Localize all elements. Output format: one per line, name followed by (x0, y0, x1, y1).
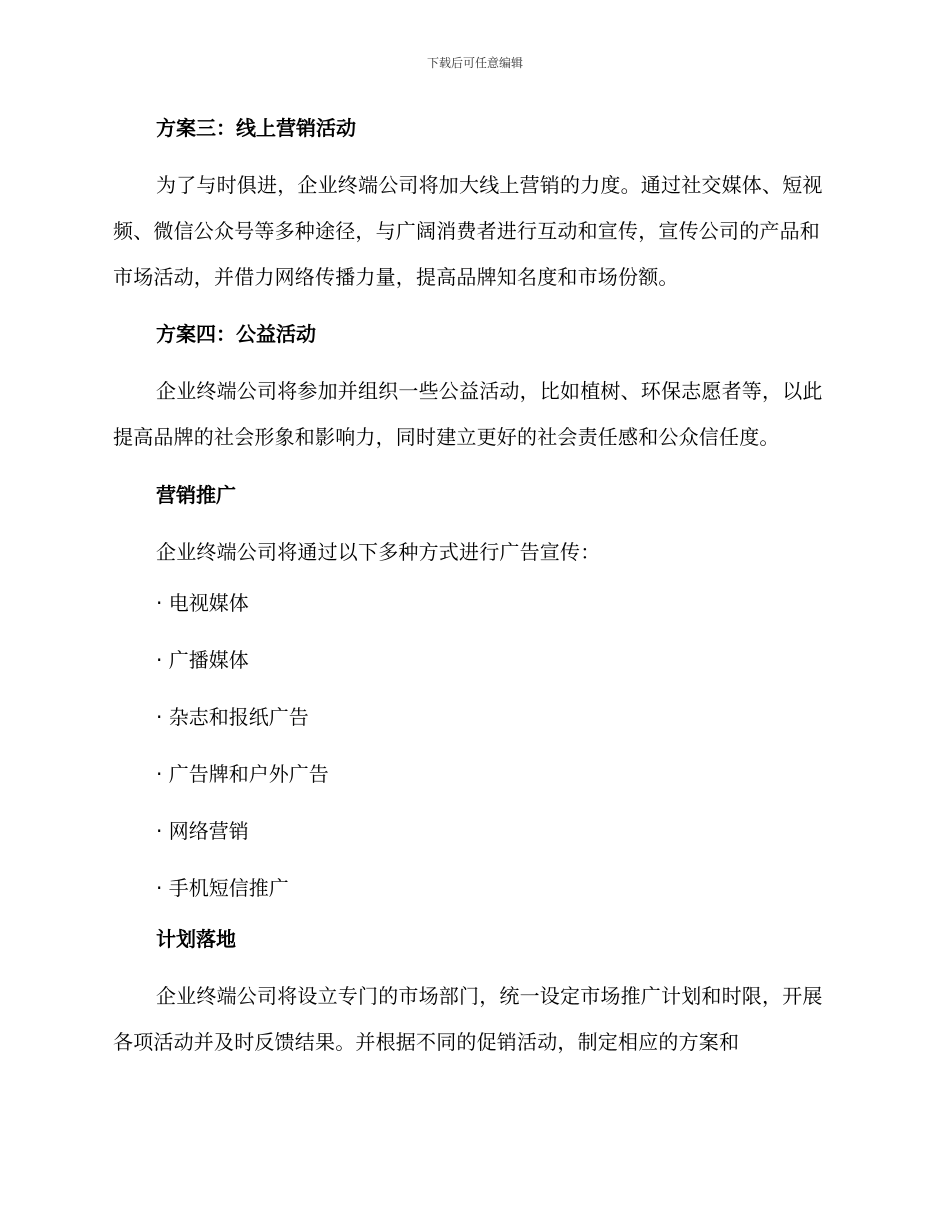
paragraph-promotion-intro: 企业终端公司将通过以下多种方式进行广告宣传： (156, 540, 601, 564)
section-heading-promotion: 营销推广 (156, 483, 236, 507)
list-item: · 手机短信推广 (156, 876, 289, 900)
list-item: · 广告牌和户外广告 (156, 762, 329, 786)
section-heading-implementation: 计划落地 (156, 927, 236, 951)
section-heading-plan3: 方案三：线上营销活动 (156, 116, 356, 140)
list-item: · 网络营销 (156, 819, 249, 843)
paragraph-plan3: 为了与时俱进，企业终端公司将加大线上营销的力度。通过社交媒体、短视频、微信公众号等多种途径，与广阔消费者进行互动和宣传，宣传公司的产品和市场活动，并借力网络传播力量，提高品牌知名度和市场份额。 (113, 173, 823, 289)
list-item: · 杂志和报纸广告 (156, 705, 309, 729)
paragraph-implementation: 企业终端公司将设立专门的市场部门，统一设定市场推广计划和时限，开展各项活动并及时反馈结果。并根据不同的促销活动，制定相应的方案和 (113, 984, 823, 1054)
list-item: · 电视媒体 (156, 591, 249, 615)
paragraph-plan4: 企业终端公司将参加并组织一些公益活动，比如植树、环保志愿者等，以此提高品牌的社会形象和影响力，同时建立更好的社会责任感和公众信任度。 (113, 379, 823, 449)
document-content (113, 106, 833, 1065)
header-note: 下载后可任意编辑 (426, 56, 523, 70)
section-heading-plan4: 方案四：公益活动 (156, 322, 316, 346)
list-item: · 广播媒体 (156, 648, 249, 672)
